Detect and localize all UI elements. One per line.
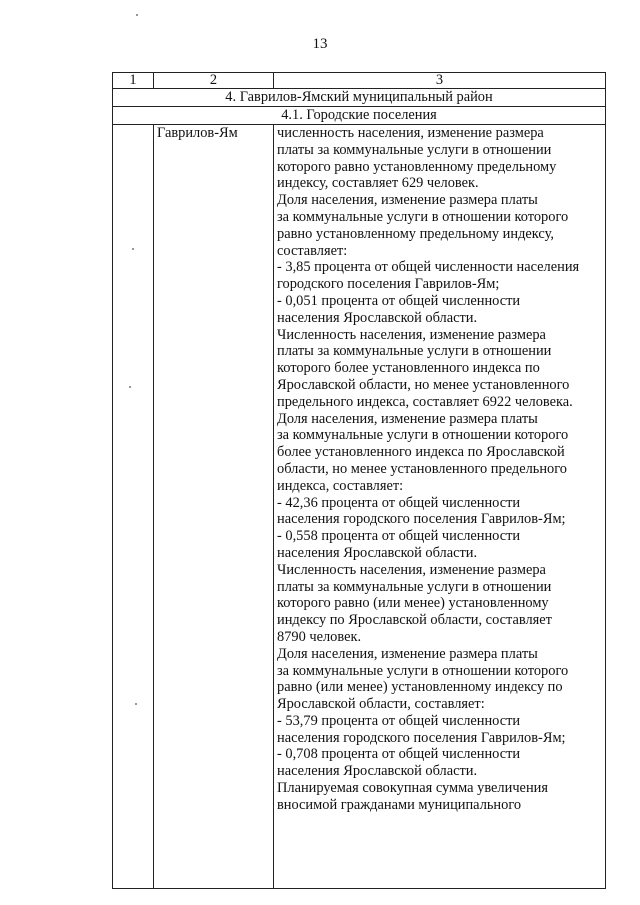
description-line: составляет: [277, 242, 348, 259]
description-line: - 0,708 процента от общей численности [277, 746, 521, 763]
description-line: индексу по Ярославской области, составляет [277, 612, 552, 629]
description-line: индексу, составляет 629 человек. [277, 175, 479, 192]
description-line: - 0,558 процента от общей численности [277, 528, 521, 545]
description-line: численность населения, изменение размера [277, 125, 544, 141]
district-title: 4. Гаврилов-Ямский муниципальный район [113, 89, 606, 107]
column-number-1: 1 [113, 73, 154, 89]
description-line: более установленного индекса по Ярославской [277, 444, 565, 461]
description-line: Ярославской области, но менее установленного [277, 376, 570, 393]
description-line: вносимой гражданами муниципального [277, 796, 522, 813]
description-line: Численность населения, изменение размера [277, 561, 546, 578]
description-line: Планируемая совокупная сумма увеличения [277, 780, 548, 797]
description-line: Ярославской области, составляет: [277, 696, 485, 713]
description-line: платы за коммунальные услуги в отношении [277, 578, 552, 595]
settlement-cell [154, 125, 274, 889]
settlement-name: Гаврилов-Ям [157, 125, 238, 141]
column-number-2: 2 [154, 73, 274, 89]
description-line: платы за коммунальные услуги в отношении [277, 343, 552, 360]
description-line: - 3,85 процента от общей численности населения [277, 259, 580, 276]
description-line: Доля населения, изменение размера платы [277, 410, 538, 427]
description-line: равно установленному предельному индексу, [277, 225, 554, 242]
district-title-row [113, 89, 606, 107]
subsection-title-row [113, 107, 606, 125]
description-line: Доля населения, изменение размера платы [277, 192, 538, 209]
description-line: 8790 человек. [277, 628, 362, 645]
description-line: индекса, составляет: [277, 477, 404, 494]
description-line: которого равно (или менее) установленному [277, 595, 549, 612]
description-line: - 0,051 процента от общей численности [277, 292, 521, 309]
page-number: 13 [312, 36, 328, 52]
description-line: населения городского поселения Гаврилов-Ям; [277, 729, 566, 746]
table-row [113, 125, 606, 889]
description-line: предельного индекса, составляет 6922 человека. [277, 393, 573, 410]
column-number-3: 3 [274, 73, 606, 89]
subsection-title: 4.1. Городские поселения [113, 107, 606, 125]
scan-speck [136, 14, 138, 16]
description-line: - 53,79 процента от общей численности [277, 712, 521, 729]
description-line: за коммунальные услуги в отношении которого [277, 662, 569, 679]
description-cell [274, 125, 606, 889]
description-line: за коммунальные услуги в отношении которого [277, 208, 569, 225]
description-line: Численность населения, изменение размера [277, 326, 546, 343]
description-line: платы за коммунальные услуги в отношении [277, 141, 552, 158]
row-number-cell [113, 125, 154, 889]
table-header-row [113, 73, 606, 89]
description-line: городского поселения Гаврилов-Ям; [277, 276, 500, 293]
description-line: которого более установленного индекса по [277, 360, 540, 377]
description-line: равно (или менее) установленному индексу по [277, 679, 563, 696]
description-line: населения Ярославской области. [277, 309, 478, 326]
document-table [112, 72, 606, 889]
description-line: - 42,36 процента от общей численности [277, 494, 521, 511]
description-line: которого равно установленному предельному [277, 158, 557, 175]
description-line: населения Ярославской области. [277, 544, 478, 561]
description-line: за коммунальные услуги в отношении которого [277, 427, 569, 444]
description-line: области, но менее установленного предельного [277, 460, 567, 477]
description-line: Доля населения, изменение размера платы [277, 645, 538, 662]
description-line: населения городского поселения Гаврилов-Ям; [277, 511, 566, 528]
description-line: населения Ярославской области. [277, 763, 478, 780]
